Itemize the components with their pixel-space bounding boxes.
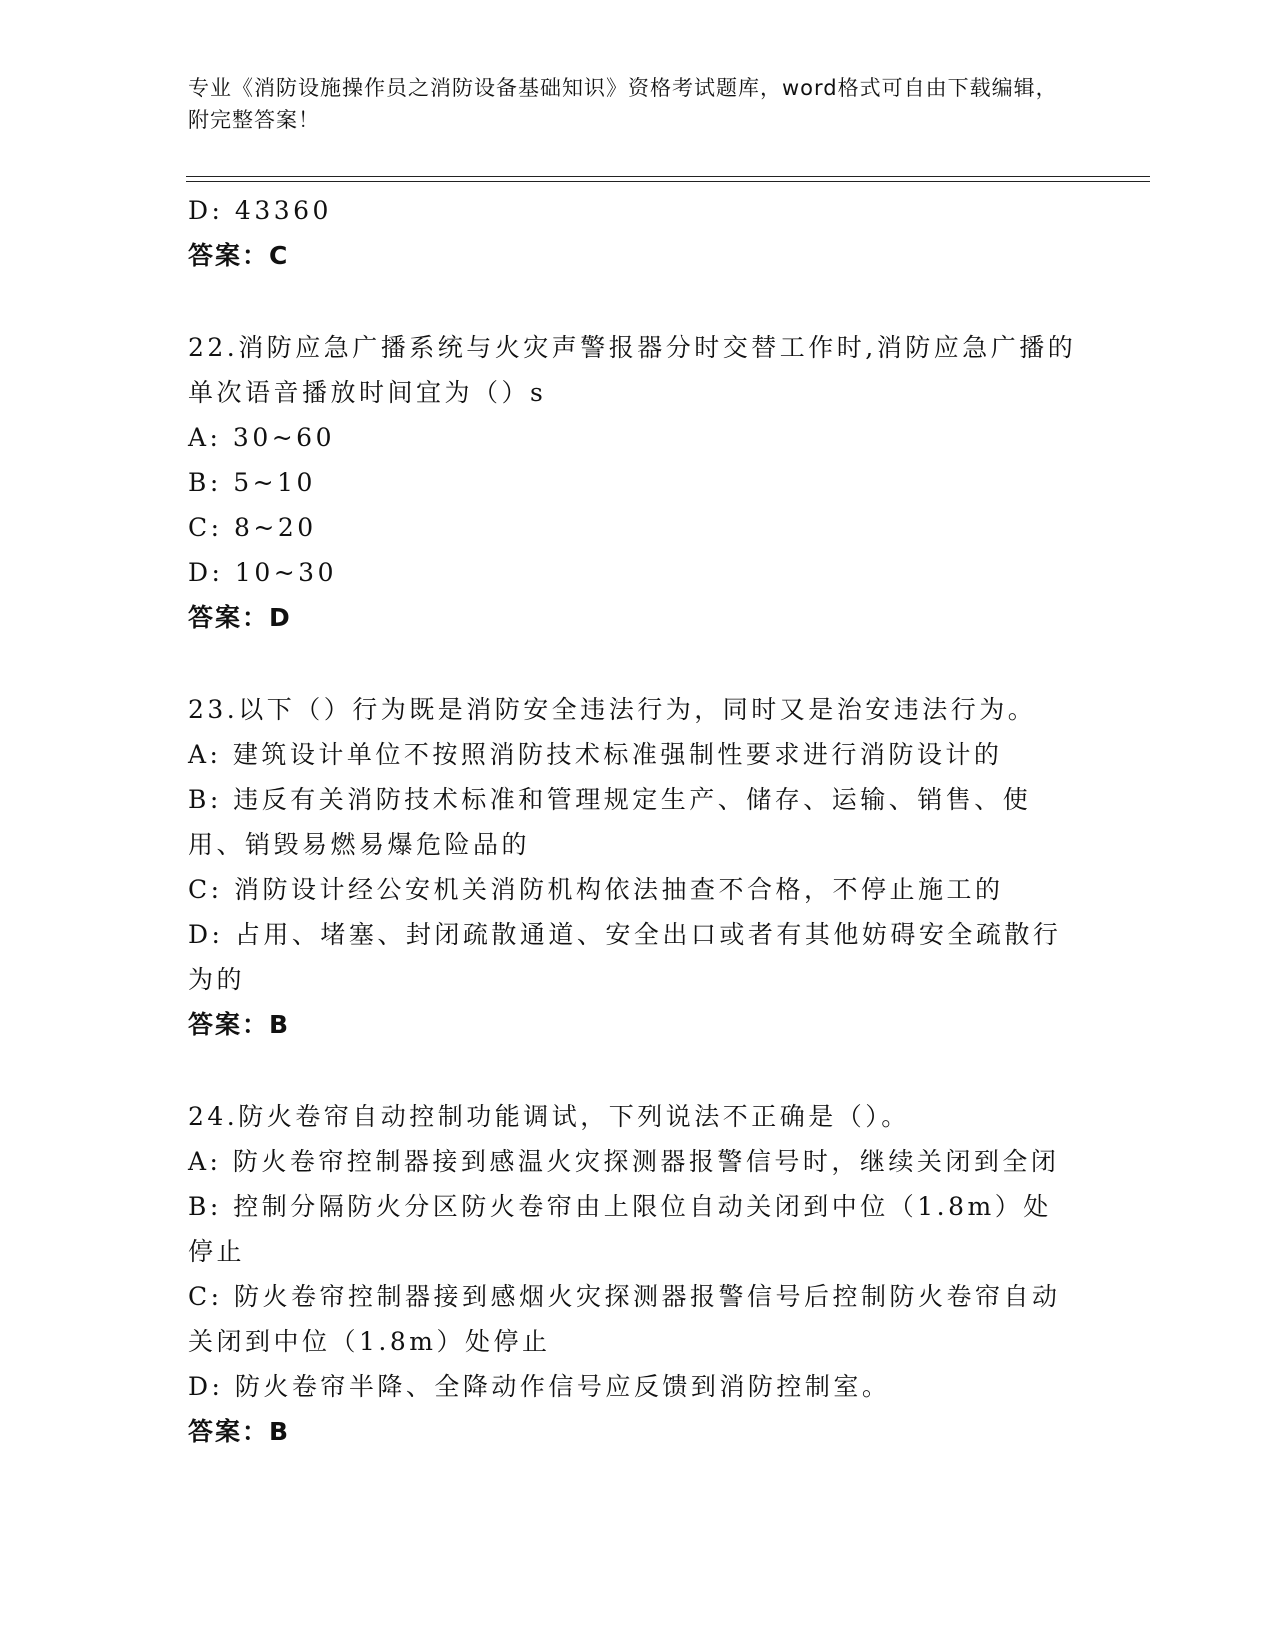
spacer [188, 640, 1078, 687]
spacer [188, 1047, 1078, 1094]
option-a: A: 建筑设计单位不按照消防技术标准强制性要求进行消防设计的 [188, 740, 1003, 769]
question-answer: 答案：B [188, 1010, 291, 1039]
question-stem: 23.以下（）行为既是消防安全违法行为，同时又是治安违法行为。 [188, 695, 1037, 724]
option-a: A: 防火卷帘控制器接到感温火灾探测器报警信号时，继续关闭到全闭 [188, 1147, 1060, 1176]
document-header: 专业《消防设施操作员之消防设备基础知识》资格考试题库，word格式可自由下载编辑，附完整答案！ [188, 76, 1058, 132]
question-answer: 答案：D [188, 603, 292, 632]
question-21-option-d: D: 43360 [188, 196, 332, 225]
question-21-answer: 答案：C [188, 241, 290, 270]
header-divider-top [186, 176, 1150, 177]
option-b: B: 违反有关消防技术标准和管理规定生产、储存、运输、销售、使用、销毁易燃易爆危险品的 [188, 785, 1032, 859]
option-d: D: 10~30 [188, 558, 337, 587]
question-stem: 22.消防应急广播系统与火灾声警报器分时交替工作时,消防应急广播的单次语音播放时间宜为（）s [188, 333, 1077, 407]
header-divider-bottom [186, 181, 1150, 182]
question-answer: 答案：B [188, 1417, 291, 1446]
option-c: C: 消防设计经公安机关消防机构依法抽查不合格，不停止施工的 [188, 875, 1004, 904]
option-c: C: 防火卷帘控制器接到感烟火灾探测器报警信号后控制防火卷帘自动关闭到中位（1.8m）处停止 [188, 1282, 1061, 1356]
question-23 [188, 687, 1078, 1047]
question-22 [188, 325, 1078, 640]
option-d: D: 占用、堵塞、封闭疏散通道、安全出口或者有其他妨碍安全疏散行为的 [188, 920, 1062, 994]
question-24 [188, 1094, 1078, 1454]
option-c: C: 8~20 [188, 513, 317, 542]
spacer [188, 278, 1078, 325]
option-b: B: 5~10 [188, 468, 316, 497]
option-d: D: 防火卷帘半降、全降动作信号应反馈到消防控制室。 [188, 1372, 891, 1401]
question-stem: 24.防火卷帘自动控制功能调试，下列说法不正确是（）。 [188, 1102, 910, 1131]
document-body [188, 188, 1078, 1454]
option-b: B: 控制分隔防火分区防火卷帘由上限位自动关闭到中位（1.8m）处停止 [188, 1192, 1052, 1266]
option-a: A: 30~60 [188, 423, 335, 452]
